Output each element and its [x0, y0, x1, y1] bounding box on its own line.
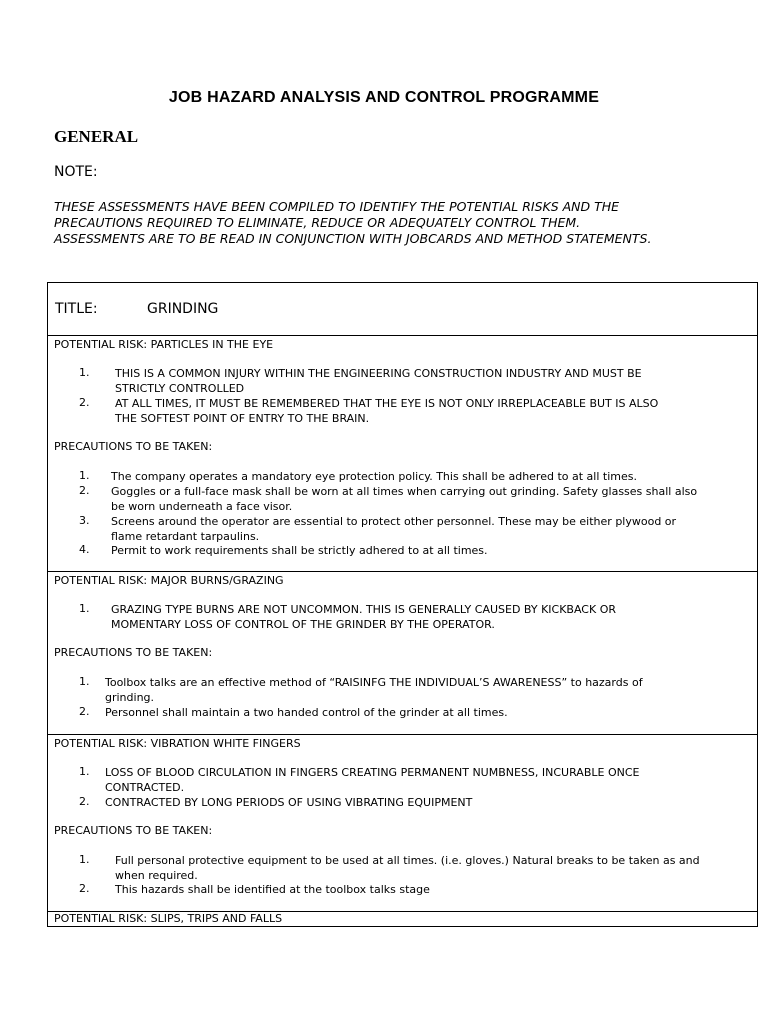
intro-line: ASSESSMENTS ARE TO BE READ IN CONJUNCTION WITH JOBCARDS AND METHOD STATEMENTS. [54, 231, 652, 246]
point-line: CONTRACTED. [105, 781, 185, 794]
precaution-line: flame retardant tarpaulins. [111, 530, 260, 543]
risk-heading: POTENTIAL RISK: VIBRATION WHITE FINGERS [54, 737, 301, 750]
point-line: MOMENTARY LOSS OF CONTROL OF THE GRINDER BY THE OPERATOR. [111, 618, 495, 631]
precaution-number: 1. [79, 469, 90, 482]
section-heading: GENERAL [54, 127, 139, 146]
precaution-number: 1. [79, 853, 90, 866]
precaution-number: 2. [79, 882, 90, 895]
precaution-line: Screens around the operator are essential to protect other personnel. These may be either plywood or [111, 515, 677, 528]
precaution-line: Goggles or a full-face mask shall be worn at all times when carrying out grinding. Safety glasses shall also [111, 485, 698, 498]
precaution-line: grinding. [105, 691, 155, 704]
point-line: STRICTLY CONTROLLED [115, 382, 245, 395]
point-line: THIS IS A COMMON INJURY WITHIN THE ENGINEERING CONSTRUCTION INDUSTRY AND MUST BE [115, 367, 642, 380]
precaution-line: This hazards shall be identified at the toolbox talks stage [115, 883, 430, 896]
risk-section-slips [47, 911, 758, 927]
point-number: 1. [79, 602, 90, 615]
point-number: 1. [79, 765, 90, 778]
task-title-box [47, 282, 758, 336]
point-line: THE SOFTEST POINT OF ENTRY TO THE BRAIN. [115, 412, 370, 425]
risk-heading: POTENTIAL RISK: PARTICLES IN THE EYE [54, 338, 274, 351]
note-label: NOTE: [54, 164, 98, 180]
point-number: 1. [79, 366, 90, 379]
document-title: JOB HAZARD ANALYSIS AND CONTROL PROGRAMME [168, 89, 600, 106]
point-line: GRAZING TYPE BURNS ARE NOT UNCOMMON. THIS IS GENERALLY CAUSED BY KICKBACK OR [111, 603, 617, 616]
precaution-line: Full personal protective equipment to be used at all times. (i.e. gloves.) Natural breaks to be taken as and [115, 854, 700, 867]
risk-section-eye [47, 335, 758, 572]
point-line: AT ALL TIMES, IT MUST BE REMEMBERED THAT THE EYE IS NOT ONLY IRREPLACEABLE BUT IS ALSO [115, 397, 659, 410]
point-number: 2. [79, 396, 90, 409]
precaution-line: when required. [115, 869, 198, 882]
intro-line: PRECAUTIONS REQUIRED TO ELIMINATE, REDUCE OR ADEQUATELY CONTROL THEM. [54, 215, 581, 230]
precaution-number: 1. [79, 675, 90, 688]
precaution-number: 2. [79, 705, 90, 718]
precaution-line: Personnel shall maintain a two handed control of the grinder at all times. [105, 706, 508, 719]
risk-heading: POTENTIAL RISK: MAJOR BURNS/GRAZING [54, 574, 284, 587]
precaution-number: 4. [79, 543, 90, 556]
precautions-heading: PRECAUTIONS TO BE TAKEN: [54, 646, 213, 659]
risk-heading: POTENTIAL RISK: SLIPS, TRIPS AND FALLS [54, 912, 283, 925]
point-number: 2. [79, 795, 90, 808]
precaution-line: Permit to work requirements shall be strictly adhered to at all times. [111, 544, 488, 557]
point-line: CONTRACTED BY LONG PERIODS OF USING VIBRATING EQUIPMENT [105, 796, 473, 809]
task-title-label: TITLE: [55, 301, 98, 317]
precaution-line: Toolbox talks are an effective method of “RAISINFG THE INDIVIDUAL’S AWARENESS” to hazards of [105, 676, 643, 689]
precaution-number: 2. [79, 484, 90, 497]
precautions-heading: PRECAUTIONS TO BE TAKEN: [54, 824, 213, 837]
intro-text [54, 199, 744, 247]
precaution-line: The company operates a mandatory eye protection policy. This shall be adhered to at all times. [111, 470, 637, 483]
risk-section-vibration [47, 734, 758, 912]
precaution-number: 3. [79, 514, 90, 527]
risk-section-burns [47, 571, 758, 735]
task-title-value: GRINDING [147, 301, 219, 317]
precaution-line: be worn underneath a face visor. [111, 500, 293, 513]
point-line: LOSS OF BLOOD CIRCULATION IN FINGERS CREATING PERMANENT NUMBNESS, INCURABLE ONCE [105, 766, 640, 779]
precautions-heading: PRECAUTIONS TO BE TAKEN: [54, 440, 213, 453]
intro-line: THESE ASSESSMENTS HAVE BEEN COMPILED TO IDENTIFY THE POTENTIAL RISKS AND THE [54, 199, 620, 214]
